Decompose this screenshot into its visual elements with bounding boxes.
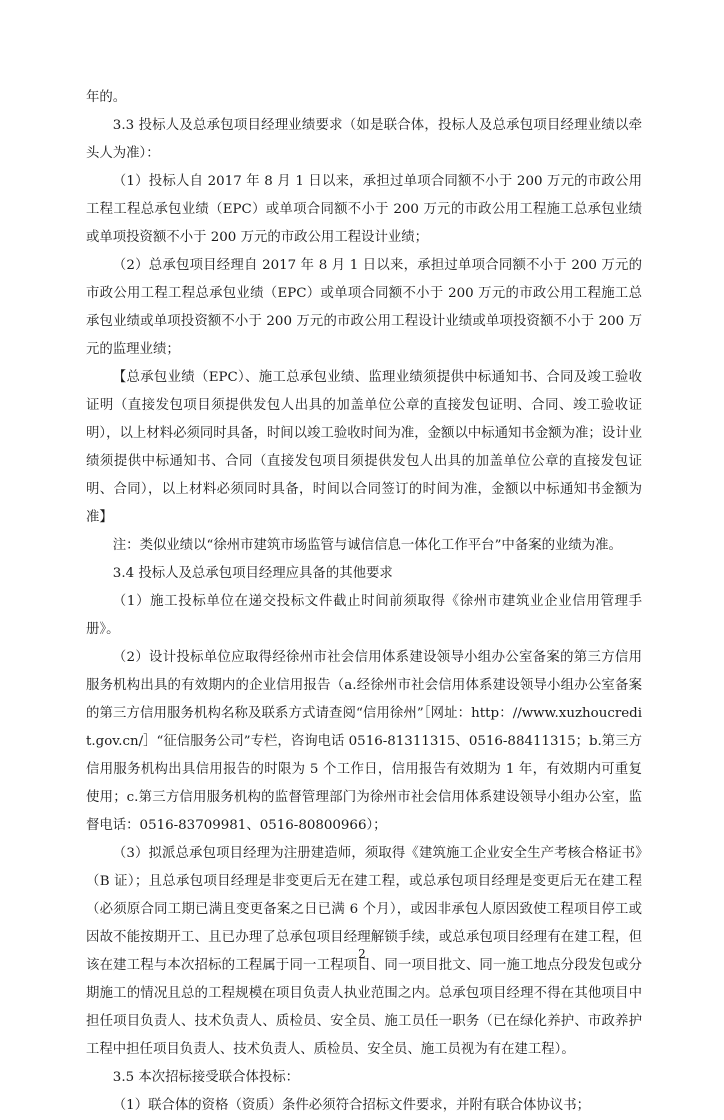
paragraph-3-3-evidence-note: 【总承包业绩（EPC）、施工总承包业绩、监理业绩须提供中标通知书、合同及竣工验收证明（直接发包项目须提供发包人出具的加盖单位公章的直接发包证明、合同、竣工验收证明），以上材料必须同时具备，时间以竣工验收时间为准，金额以中标通知书金额为准；设计业绩须提供中标通知书、合同（直接发包项目须提供发包人出具的加盖单位公章的直接发包证明、合同），以上材料必须同时具备，时间以合同签订的时间为准，金额以中标通知书金额为准】 [86,370,642,525]
paragraph-3-3-manager-performance: （2）总承包项目经理自 2017 年 8 月 1 日以来，承担过单项合同额不小于 200 万元的市政公用工程工程总承包业绩（EPC）或单项合同额不小于 200 万元的市政公用工程施工总承包业绩或单项投资额不小于 200 万元的市政公用工程设计业绩或单项投资额不小于 200 万元的监理业绩； [86,258,642,357]
paragraph-3-5-heading: 3.5 本次招标接受联合体投标： [112,1070,300,1085]
document-body [86,84,642,1120]
paragraph-3-5-consortium: （1）联合体的资格（资质）条件必须符合招标文件要求，并附有联合体协议书； [112,1098,590,1113]
page-number: 2 [358,947,366,961]
paragraph-3-3-platform-note: 注：类似业绩以“徐州市建筑市场监管与诚信信息一体化工作平台”中备案的业绩为准。 [112,538,622,553]
paragraph-3-4-heading: 3.4 投标人及总承包项目经理应具备的其他要求 [112,566,393,581]
paragraph-3-3-heading: 3.3 投标人及总承包项目经理业绩要求（如是联合体，投标人及总承包项目经理业绩以牵头人为准）： [86,118,642,161]
paragraph-year-end: 年的。 [86,90,127,105]
paragraph-3-4-project-manager: （3）拟派总承包项目经理为注册建造师，须取得《建筑施工企业安全生产考核合格证书》（B 证）；且总承包项目经理是非变更后无在建工程，或总承包项目经理是变更后无在建工程（必须原合同工期已满且变更备案之日已满 6 个月），或因非承包人原因致使工程项目停工或因故不能按期开工、且已办理了总承包项目经理解锁手续，或总承包项目经理有在建工程，但该在建工程与本次招标的工程属于同一工程项目、同一项目批文、同一施工地点分段发包或分期施工的情况且总的工程规模在项目负责人执业范围之内。总承包项目经理不得在其他项目中担任项目负责人、技术负责人、质检员、安全员、施工员任一职务（已在绿化养护、市政养护工程中担任项目负责人、技术负责人、质检员、安全员、施工员视为有在建工程）。 [86,846,642,1057]
paragraph-3-4-credit-manual: （1）施工投标单位在递交投标文件截止时间前须取得《徐州市建筑业企业信用管理手册》。 [86,594,642,637]
paragraph-3-4-credit-report: （2）设计投标单位应取得经徐州市社会信用体系建设领导小组办公室备案的第三方信用服务机构出具的有效期内的企业信用报告（a.经徐州市社会信用体系建设领导小组办公室备案的第三方信用服务机构名称及联系方式请查阅“信用徐州”［网址：http：//www.xuzhoucredit.gov.cn/］“征信服务公司”专栏，咨询电话 0516-81311315、0516-88411315；b.第三方信用服务机构出具信用报告的时限为 5 个工作日，信用报告有效期为 1 年，有效期内可重复使用；c.第三方信用服务机构的监督管理部门为徐州市社会信用体系建设领导小组办公室，监督电话：0516-83709981、0516-80800966）； [86,650,642,833]
paragraph-3-3-bidder-performance: （1）投标人自 2017 年 8 月 1 日以来，承担过单项合同额不小于 200 万元的市政公用工程工程总承包业绩（EPC）或单项合同额不小于 200 万元的市政公用工程施工总承包业绩或单项投资额不小于 200 万元的市政公用工程设计业绩； [86,174,642,245]
